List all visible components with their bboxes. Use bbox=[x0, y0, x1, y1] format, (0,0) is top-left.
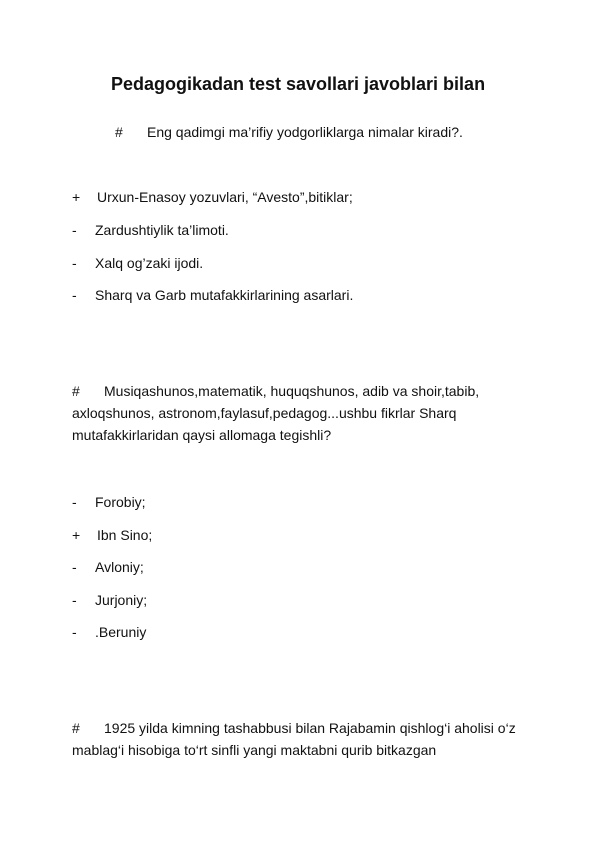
option-marker: - bbox=[72, 287, 77, 303]
answer-option bbox=[72, 253, 203, 273]
question-marker: # bbox=[115, 124, 123, 140]
question-2 bbox=[72, 380, 532, 446]
answer-option bbox=[72, 492, 146, 512]
option-text: Urxun-Enasoy yozuvlari, “Avesto”,bitiklar; bbox=[97, 189, 353, 205]
option-marker: - bbox=[72, 559, 77, 575]
answer-option bbox=[72, 187, 353, 207]
question-1 bbox=[115, 121, 463, 143]
question-marker: # bbox=[72, 720, 80, 736]
option-text: .Beruniy bbox=[95, 624, 147, 640]
option-text: Zardushtiylik ta’limoti. bbox=[95, 222, 229, 238]
option-text: Ibn Sino; bbox=[97, 527, 153, 543]
option-marker: + bbox=[72, 527, 81, 543]
option-text: Jurjoniy; bbox=[95, 592, 148, 608]
option-text: Sharq va Garb mutafakkirlarining asarlari. bbox=[95, 287, 354, 303]
question-3 bbox=[72, 717, 532, 761]
answer-option bbox=[72, 525, 152, 545]
option-marker: - bbox=[72, 494, 77, 510]
option-marker: - bbox=[72, 592, 77, 608]
option-text: Avloniy; bbox=[95, 559, 144, 575]
option-marker: - bbox=[72, 222, 77, 238]
question-text: 1925 yilda kimning tashabbusi bilan Rajabamin qishlog‘i aholisi o‘z mablag‘i hisobiga to‘rt sinfli yangi maktabni qurib bitkazgan bbox=[72, 720, 516, 758]
question-marker: # bbox=[72, 383, 80, 399]
option-text: Xalq og’zaki ijodi. bbox=[95, 255, 204, 271]
answer-option bbox=[72, 590, 147, 610]
document-title: Pedagogikadan test savollari javoblari bilan bbox=[110, 74, 486, 94]
option-marker: - bbox=[72, 255, 77, 271]
question-text: Eng qadimgi ma’rifiy yodgorliklarga nimalar kiradi?. bbox=[147, 124, 463, 140]
answer-option bbox=[72, 220, 229, 240]
option-text: Forobiy; bbox=[95, 494, 146, 510]
answer-option bbox=[72, 622, 146, 642]
question-text: Musiqashunos,matematik, huquqshunos, adib va shoir,tabib, axloqshunos, astronom,faylasuf,pedagog...ushbu fikrlar Sharq mutafakkirlaridan qaysi allomaga tegishli? bbox=[72, 383, 480, 443]
option-marker: + bbox=[72, 189, 81, 205]
answer-option bbox=[72, 285, 353, 305]
option-marker: - bbox=[72, 624, 77, 640]
answer-option bbox=[72, 557, 144, 577]
